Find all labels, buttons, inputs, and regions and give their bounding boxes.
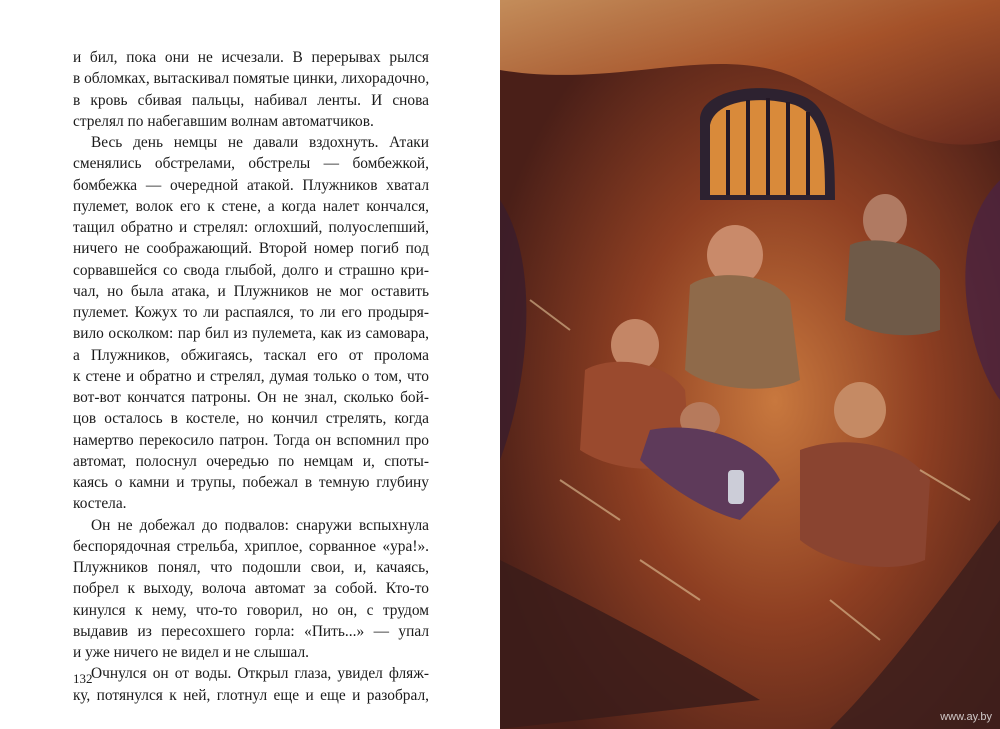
text-line: бомбежка — очередной атакой. Плужников хватал [73,176,429,194]
text-line: выдавив из пересохшего горла: «Пить...» — упал [73,622,429,640]
painting-illustration [500,0,1000,729]
body-text [73,47,429,706]
text-line: чал, но была атака, и Плужников не мог оставить [73,282,429,300]
watermark-text: www.ay.by [940,711,992,723]
illustration-page [500,0,1000,729]
text-line: вило осколком: пар бил из пулемета, как из самовара, [73,325,429,343]
page-number: 132 [73,671,93,686]
text-line: беспорядочная стрельба, хриплое, сорванное «ура!». [73,537,429,555]
text-line: в кровь сбивая пальцы, набивал ленты. И снова [73,91,429,109]
text-line: ку, потянулся к ней, глотнул еще и еще и разобрал, [73,686,429,704]
text-line: Плужников понял, что подошли свои, и, качаясь, [73,559,429,576]
text-line: а Плужников, обжигаясь, таскал его от пролома [73,346,429,364]
text-line: сорвавшейся со свода глыбой, долго и страшно кри- [73,261,429,279]
text-line: Он не добежал до подвалов: снаружи вспыхнула [91,516,429,534]
text-line: кинулся к нему, что-то говорил, но он, с трудом [73,601,429,619]
text-line: вот-вот кончатся патроны. Он не знал, сколько бой- [73,389,429,406]
text-line: Весь день немцы не давали вздохнуть. Атаки [91,134,429,151]
text-line: сменялись обстрелами, обстрелы — бомбежкой, [73,155,429,173]
text-line: стрелял по набегавшим волнам автоматчиков. [73,112,374,130]
text-line: пулемет, волок его к стене, а когда налет кончался, [73,197,429,215]
text-line: и уже ничего не видел и не слышал. [73,644,310,661]
text-line: ничего не соображающий. Второй номер погиб под [73,240,429,258]
text-line: побрел к выходу, волоча автомат за собой. Кто-то [73,580,429,598]
text-line: автомат, полоснул очередью по немцам и, споты- [73,452,429,470]
text-line: тащил обратно и стрелял: оглохший, полуослепший, [73,219,429,236]
text-line: к стене и обратно и стрелял, думая только о том, что [73,367,429,385]
text-line: каясь о камни и трупы, побежал в темную глубину [73,474,429,491]
text-line: пулемет. Кожух то ли распаялся, то ли его продыря- [73,304,429,321]
text-line: костела. [73,495,127,513]
text-line: цов осталось в костеле, но кончил стрелять, когда [73,410,429,428]
text-line: Очнулся он от воды. Открыл глаза, увидел фляж- [91,665,429,683]
text-line: намертво перекосило патрон. Тогда он вспомнил про [73,431,429,449]
text-line: и бил, пока они не исчезали. В перерывах рылся [73,49,429,66]
text-line: в обломках, вытаскивал помятые цинки, лихорадочно, [73,70,430,88]
